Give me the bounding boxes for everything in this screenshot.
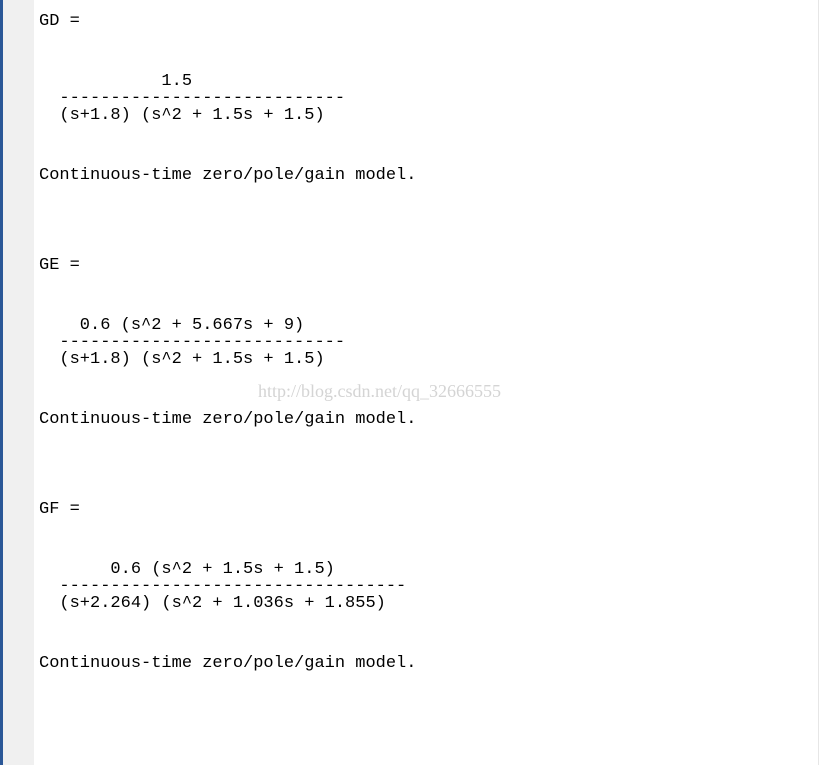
tf-numerator: 0.6 (s^2 + 1.5s + 1.5): [39, 560, 335, 579]
tf-header: GD =: [39, 12, 80, 31]
watermark-text: http://blog.csdn.net/qq_32666555: [258, 381, 501, 401]
tf-denominator: (s+2.264) (s^2 + 1.036s + 1.855): [39, 594, 386, 613]
tf-header: GF =: [39, 500, 80, 519]
tf-header: GE =: [39, 256, 80, 275]
blank-line: [39, 619, 817, 649]
blank-line: [39, 131, 817, 161]
tf-denominator: (s+1.8) (s^2 + 1.5s + 1.5): [39, 106, 325, 125]
tf-block-ge: [39, 251, 817, 495]
tf-block-gf: [39, 495, 817, 679]
blank-line: [39, 281, 817, 311]
command-window-output[interactable]: [39, 7, 817, 679]
tf-divider: ----------------------------: [39, 89, 346, 108]
blank-line: [39, 525, 817, 555]
blank-line: [39, 435, 817, 465]
blank-line: [39, 221, 817, 251]
tf-divider: ----------------------------------: [39, 577, 407, 596]
tf-footer: Continuous-time zero/pole/gain model.: [39, 410, 417, 429]
blank-line: [39, 37, 817, 67]
tf-denominator: (s+1.8) (s^2 + 1.5s + 1.5): [39, 350, 325, 369]
tf-divider: ----------------------------: [39, 333, 346, 352]
tf-numerator: 1.5: [39, 72, 193, 91]
tf-numerator: 0.6 (s^2 + 5.667s + 9): [39, 316, 305, 335]
blank-line: [39, 465, 817, 495]
console-gutter: [3, 0, 34, 765]
blank-line: [39, 191, 817, 221]
tf-footer: Continuous-time zero/pole/gain model.: [39, 654, 417, 673]
tf-block-gd: [39, 7, 817, 251]
tf-footer: Continuous-time zero/pole/gain model.: [39, 166, 417, 185]
